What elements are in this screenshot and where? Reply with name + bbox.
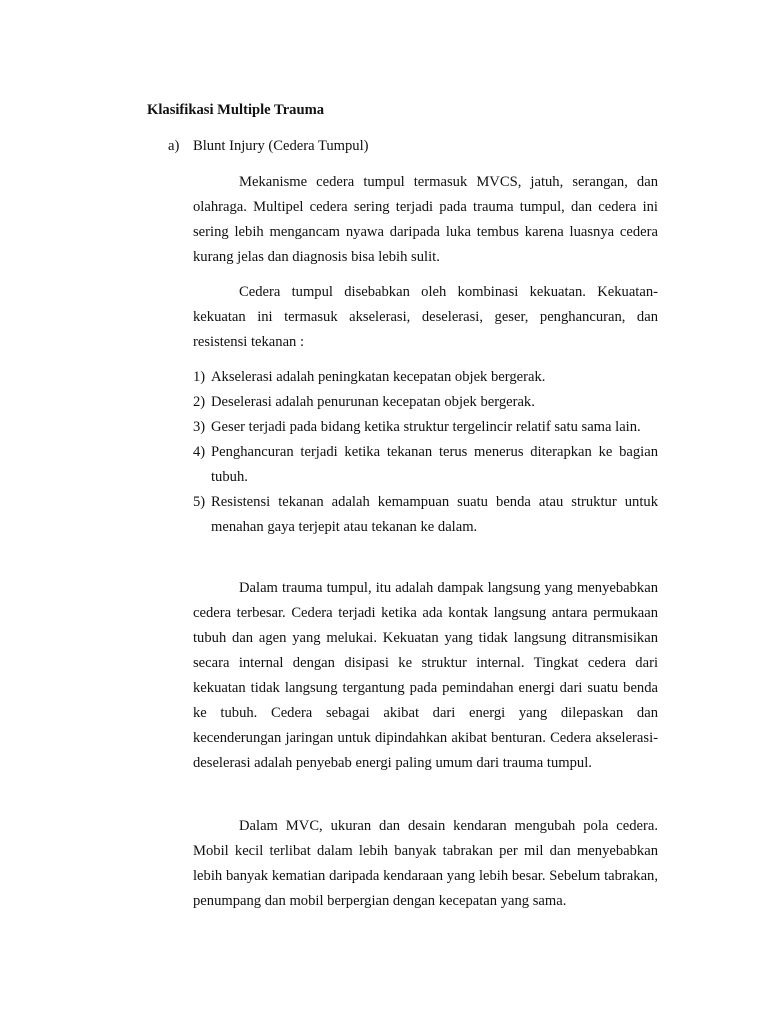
list-text: Akselerasi adalah peningkatan kecepatan objek bergerak. — [211, 369, 546, 385]
list-text: Deselerasi adalah penurunan kecepatan objek bergerak. — [211, 394, 535, 410]
paragraph-mechanism: Mekanisme cedera tumpul termasuk MVCS, jatuh, serangan, dan olahraga. Multipel cedera sering terjadi pada trauma tumpul, dan cedera ini sering lebih mengancam nyawa daripada luka tembus karena luasnya cedera kurang jelas dan diagnosis bisa lebih sulit. — [193, 174, 658, 265]
section-heading-text: Blunt Injury (Cedera Tumpul) — [193, 138, 369, 154]
section-marker: a) — [168, 138, 180, 154]
forces-list — [193, 365, 658, 540]
paragraph-mvc: Dalam MVC, ukuran dan desain kendaran mengubah pola cedera. Mobil kecil terlibat dalam lebih banyak tabrakan per mil dan menyebabkan lebih banyak kematian daripada kendaraan yang lebih besar. Sebelum tabrakan, penumpang dan mobil berpergian dengan kecepatan yang sama. — [193, 818, 658, 909]
list-number: 2) — [193, 394, 206, 410]
section-heading — [168, 136, 369, 156]
list-item — [193, 365, 658, 390]
list-text: Penghancuran terjadi ketika tekanan terus menerus diterapkan ke bagian tubuh. — [211, 444, 658, 485]
document-title: Klasifikasi Multiple Trauma — [147, 102, 325, 118]
list-item — [193, 390, 658, 415]
paragraph-forces: Cedera tumpul disebabkan oleh kombinasi kekuatan. Kekuatan-kekuatan ini termasuk akselerasi, deselerasi, geser, penghancuran, dan resistensi tekanan : — [193, 284, 658, 350]
list-number: 1) — [193, 369, 206, 385]
list-item — [193, 490, 658, 540]
list-number: 3) — [193, 419, 206, 435]
list-item — [193, 440, 658, 490]
list-number: 5) — [193, 494, 206, 510]
list-item — [193, 415, 658, 440]
list-text: Geser terjadi pada bidang ketika struktur tergelincir relatif satu sama lain. — [211, 419, 641, 435]
list-text: Resistensi tekanan adalah kemampuan suatu benda atau struktur untuk menahan gaya terjepit atau tekanan ke dalam. — [211, 494, 658, 535]
paragraph-direct-impact: Dalam trauma tumpul, itu adalah dampak langsung yang menyebabkan cedera terbesar. Cedera terjadi ketika ada kontak langsung antara permukaan tubuh dan agen yang melukai. Kekuatan yang tidak langsung ditransmisikan secara internal dengan disipasi ke struktur internal. Tingkat cedera dari kekuatan tidak langsung tergantung pada pemindahan energi dari suatu benda ke tubuh. Cedera sebagai akibat dari energi yang dilepaskan dan kecenderungan jaringan untuk dipindahkan akibat benturan. Cedera akselerasi-deselerasi adalah penyebab energi paling umum dari trauma tumpul. — [193, 580, 658, 771]
list-number: 4) — [193, 444, 206, 460]
